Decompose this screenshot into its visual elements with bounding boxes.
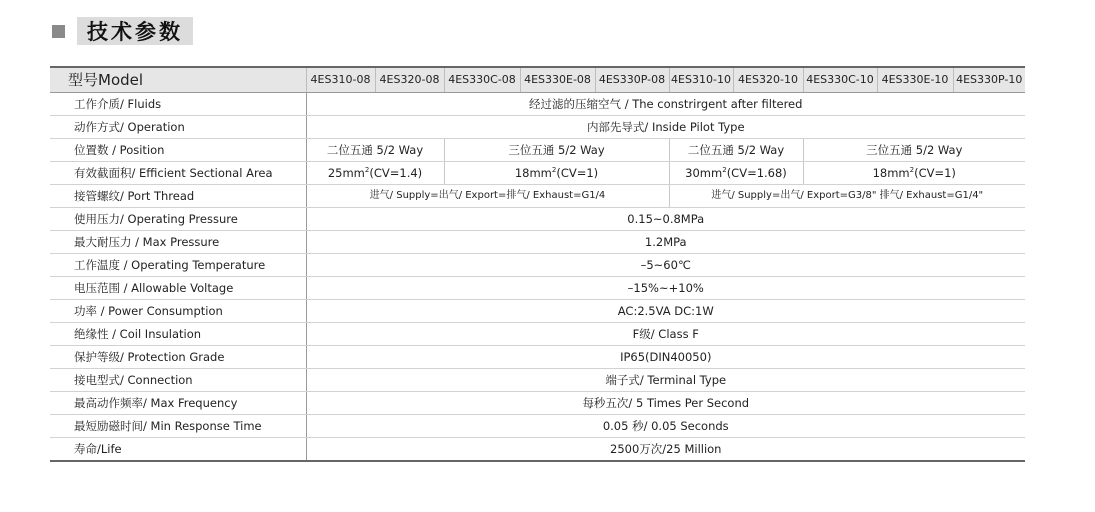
row-value: 端子式/ Terminal Type xyxy=(306,369,1025,392)
row-value: AC:2.5VA DC:1W xyxy=(306,300,1025,323)
row-label: 位置数 / Position xyxy=(50,139,306,162)
row-value: $25mm^2(CV=1.4)$ xyxy=(306,162,444,185)
row-label: 寿命/Life xyxy=(50,438,306,462)
model-cell: 4ES330C-10 xyxy=(803,67,877,93)
row-value: –15%~+10% xyxy=(306,277,1025,300)
row-label: 有效截面积/ Efficient Sectional Area xyxy=(50,162,306,185)
table-row xyxy=(50,392,1025,415)
table-row xyxy=(50,208,1025,231)
row-label: 绝缘性 / Coil Insulation xyxy=(50,323,306,346)
table-row xyxy=(50,415,1025,438)
model-cell: 4ES310-10 xyxy=(669,67,733,93)
model-cell: 4ES320-08 xyxy=(375,67,444,93)
row-value: 内部先导式/ Inside Pilot Type xyxy=(306,116,1025,139)
model-cell: 4ES320-10 xyxy=(733,67,803,93)
row-value: 三位五通 5/2 Way xyxy=(444,139,669,162)
row-value: 每秒五次/ 5 Times Per Second xyxy=(306,392,1025,415)
section-header xyxy=(52,17,193,45)
row-value: $30mm^2(CV=1.68)$ xyxy=(669,162,803,185)
square-bullet-icon xyxy=(52,25,65,38)
table-row xyxy=(50,116,1025,139)
row-label: 工作温度 / Operating Temperature xyxy=(50,254,306,277)
table-row xyxy=(50,300,1025,323)
row-value: $18mm^2(CV=1)$ xyxy=(444,162,669,185)
row-value: 三位五通 5/2 Way xyxy=(803,139,1025,162)
table-row xyxy=(50,277,1025,300)
row-value: F级/ Class F xyxy=(306,323,1025,346)
row-value: 进气/ Supply=出气/ Export=排气/ Exhaust=G1/4 xyxy=(306,185,669,208)
row-value: 0.05 秒/ 0.05 Seconds xyxy=(306,415,1025,438)
table-row xyxy=(50,162,1025,185)
row-label: 使用压力/ Operating Pressure xyxy=(50,208,306,231)
table-header-row xyxy=(50,67,1025,93)
row-value: IP65(DIN40050) xyxy=(306,346,1025,369)
row-label: 功率 / Power Consumption xyxy=(50,300,306,323)
model-cell: 4ES310-08 xyxy=(306,67,375,93)
row-label: 接管螺纹/ Port Thread xyxy=(50,185,306,208)
table-row xyxy=(50,139,1025,162)
row-value: 二位五通 5/2 Way xyxy=(669,139,803,162)
model-cell: 4ES330P-10 xyxy=(953,67,1025,93)
table-row xyxy=(50,231,1025,254)
row-label: 动作方式/ Operation xyxy=(50,116,306,139)
table-row xyxy=(50,369,1025,392)
page-title: 技术参数 xyxy=(77,17,193,45)
model-cell: 4ES330P-08 xyxy=(595,67,669,93)
row-value: 0.15~0.8MPa xyxy=(306,208,1025,231)
model-cell: 4ES330E-08 xyxy=(520,67,595,93)
table-row xyxy=(50,185,1025,208)
table-row xyxy=(50,254,1025,277)
row-value: 经过滤的压缩空气 / The constrirgent after filtered xyxy=(306,93,1025,116)
row-label: 工作介质/ Fluids xyxy=(50,93,306,116)
row-value: 进气/ Supply=出气/ Export=G3/8" 排气/ Exhaust=G1/4" xyxy=(669,185,1025,208)
table-row xyxy=(50,323,1025,346)
row-label: 最短励磁时间/ Min Response Time xyxy=(50,415,306,438)
row-label: 保护等级/ Protection Grade xyxy=(50,346,306,369)
row-label: 最高动作频率/ Max Frequency xyxy=(50,392,306,415)
row-label: 电压范围 / Allowable Voltage xyxy=(50,277,306,300)
row-value: 2500万次/25 Million xyxy=(306,438,1025,462)
row-value: 1.2MPa xyxy=(306,231,1025,254)
model-cell: 4ES330E-10 xyxy=(877,67,953,93)
row-value: $18mm^2(CV=1)$ xyxy=(803,162,1025,185)
table-row xyxy=(50,346,1025,369)
model-header: 型号Model xyxy=(50,67,306,93)
row-label: 接电型式/ Connection xyxy=(50,369,306,392)
row-value: –5~60℃ xyxy=(306,254,1025,277)
row-value: 二位五通 5/2 Way xyxy=(306,139,444,162)
table-row xyxy=(50,438,1025,462)
model-cell: 4ES330C-08 xyxy=(444,67,520,93)
spec-table xyxy=(50,66,1025,462)
table-row xyxy=(50,93,1025,116)
row-label: 最大耐压力 / Max Pressure xyxy=(50,231,306,254)
